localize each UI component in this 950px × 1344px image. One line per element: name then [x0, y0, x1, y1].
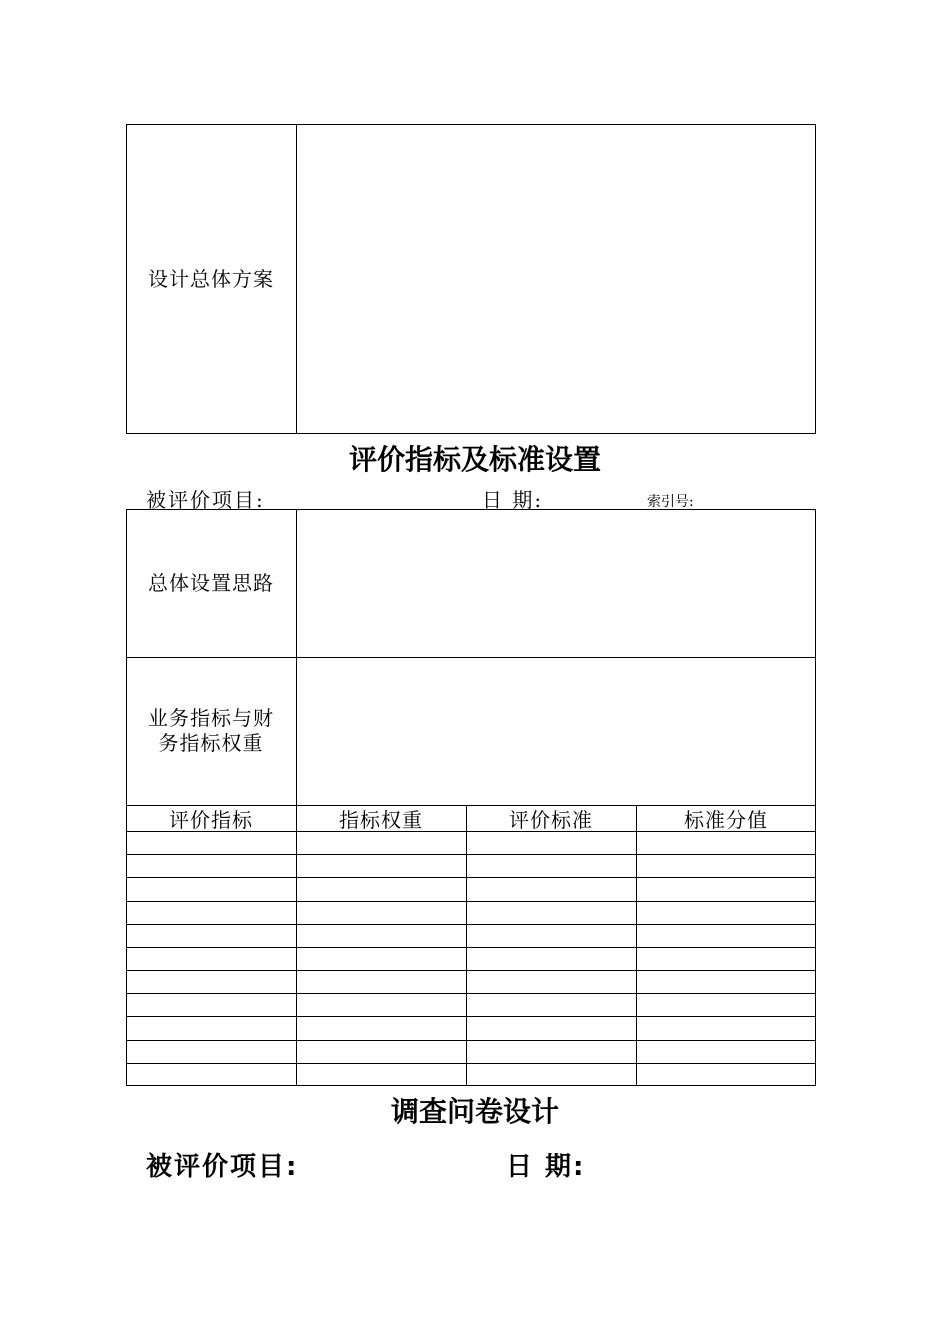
indicators-project-label: 被评价项目: — [146, 488, 265, 512]
table-cell[interactable] — [637, 1064, 816, 1086]
table-cell[interactable] — [127, 878, 296, 900]
header-standard: 评价标准 — [509, 807, 593, 832]
table-cell[interactable] — [637, 1017, 816, 1039]
header-score: 标准分值 — [684, 807, 768, 832]
table-cell[interactable] — [297, 1064, 466, 1086]
table-cell[interactable] — [467, 1017, 636, 1039]
table-cell[interactable] — [127, 971, 296, 993]
table-cell[interactable] — [467, 994, 636, 1016]
indicators-index-label: 索引号: — [647, 494, 694, 510]
table-cell[interactable] — [127, 855, 296, 877]
approach-content-cell[interactable] — [297, 510, 815, 657]
survey-date-label: 日 期: — [506, 1152, 586, 1182]
table-cell[interactable] — [127, 925, 296, 947]
table-cell[interactable] — [297, 1041, 466, 1063]
table-cell[interactable] — [637, 878, 816, 900]
table-cell[interactable] — [297, 1017, 466, 1039]
table-cell[interactable] — [127, 832, 296, 854]
table-cell[interactable] — [127, 948, 296, 970]
table-cell[interactable] — [467, 832, 636, 854]
table-cell[interactable] — [637, 855, 816, 877]
table-cell[interactable] — [297, 948, 466, 970]
design-plan-label: 设计总体方案 — [148, 266, 274, 291]
approach-label: 总体设置思路 — [148, 570, 274, 595]
table-cell[interactable] — [297, 925, 466, 947]
table-cell[interactable] — [467, 925, 636, 947]
table-cell[interactable] — [297, 855, 466, 877]
table-cell[interactable] — [467, 902, 636, 924]
table-cell[interactable] — [637, 994, 816, 1016]
table-cell[interactable] — [127, 1064, 296, 1086]
table-cell[interactable] — [127, 902, 296, 924]
table-cell[interactable] — [127, 994, 296, 1016]
table-cell[interactable] — [467, 1041, 636, 1063]
table-cell[interactable] — [297, 994, 466, 1016]
table-cell[interactable] — [637, 902, 816, 924]
table-cell[interactable] — [467, 948, 636, 970]
table-cell[interactable] — [127, 1041, 296, 1063]
table-cell[interactable] — [467, 971, 636, 993]
design-plan-content-cell[interactable] — [297, 125, 815, 433]
weight-content-cell[interactable] — [297, 658, 815, 805]
indicators-date-label: 日 期: — [482, 488, 544, 512]
header-weight: 指标权重 — [339, 807, 423, 832]
table-cell[interactable] — [297, 878, 466, 900]
table-cell[interactable] — [297, 832, 466, 854]
weight-label: 业务指标与财 务指标权重 — [148, 706, 274, 755]
table-cell[interactable] — [467, 878, 636, 900]
table-cell[interactable] — [127, 1017, 296, 1039]
table-cell[interactable] — [637, 832, 816, 854]
table-cell[interactable] — [637, 971, 816, 993]
table-cell[interactable] — [297, 971, 466, 993]
survey-project-label: 被评价项目: — [146, 1152, 299, 1182]
table-cell[interactable] — [637, 925, 816, 947]
table-cell[interactable] — [467, 855, 636, 877]
table-cell[interactable] — [637, 948, 816, 970]
header-indicator: 评价指标 — [169, 807, 253, 832]
table-cell[interactable] — [467, 1064, 636, 1086]
indicators-title: 评价指标及标准设置 — [348, 443, 601, 476]
table-cell[interactable] — [637, 1041, 816, 1063]
table-cell[interactable] — [297, 902, 466, 924]
survey-title: 调查问卷设计 — [390, 1095, 559, 1128]
